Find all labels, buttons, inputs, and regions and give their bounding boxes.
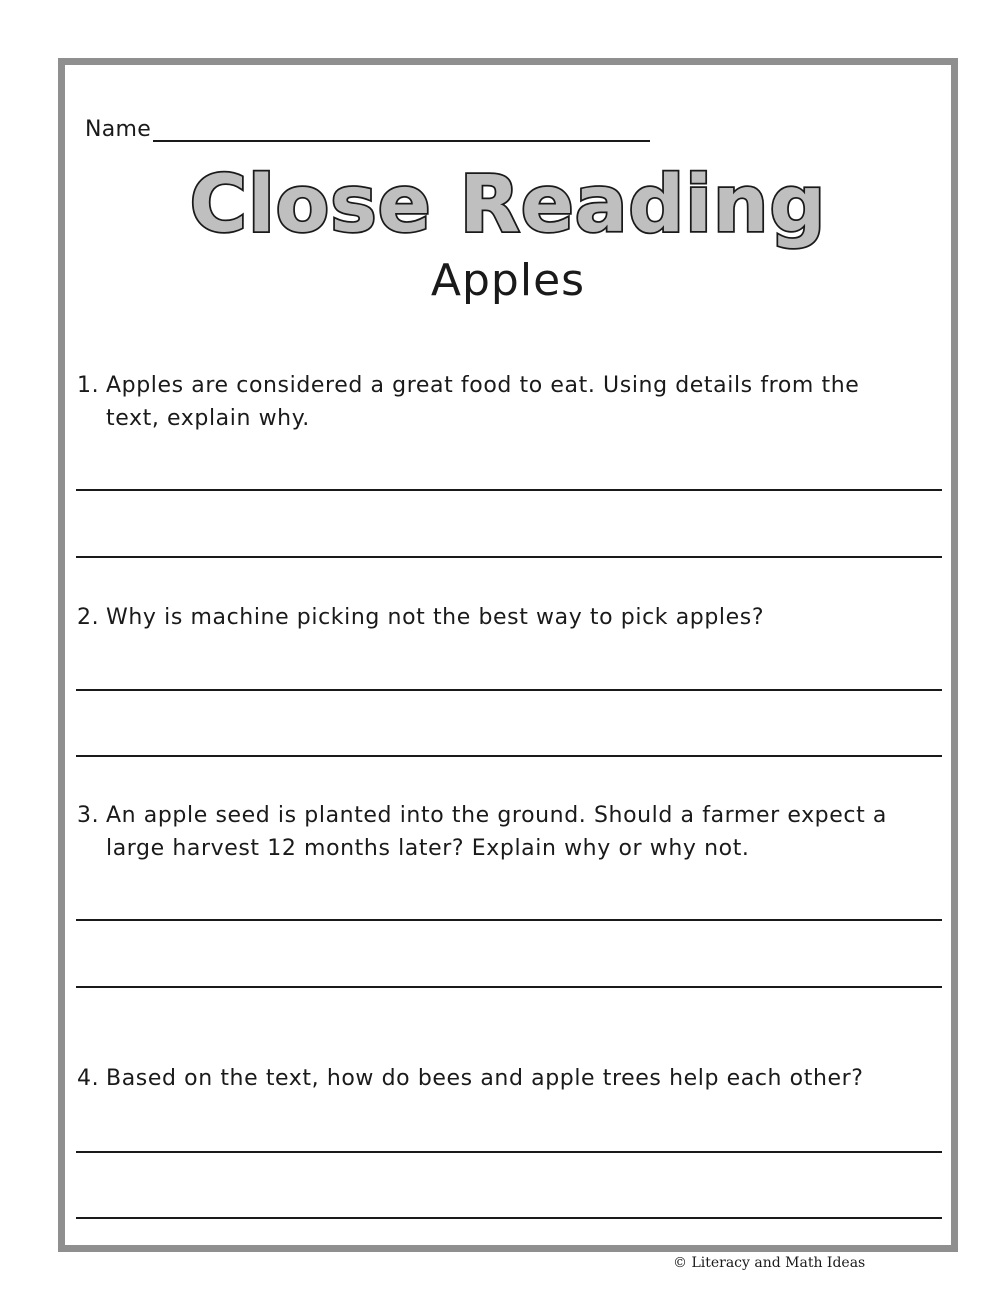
question-text: Why is machine picking not the best way to pick apples? [106,605,765,630]
question-4 [77,1062,917,1095]
question-1 [77,369,917,435]
title-text: Close Reading [189,160,827,250]
answer-line[interactable] [76,1151,942,1153]
question-text: Based on the text, how do bees and apple trees help each other? [106,1066,864,1091]
question-number: 1. [77,373,100,398]
name-row [85,117,650,142]
answer-line[interactable] [76,755,942,757]
question-3 [77,799,917,865]
worksheet-frame [58,58,958,1252]
question-text: Apples are considered a great food to eat. Using details from the text, explain why. [106,373,860,431]
page-title [65,151,951,251]
page-subtitle: Apples [430,255,586,306]
question-number: 4. [77,1066,100,1091]
question-2 [77,601,917,634]
question-text: An apple seed is planted into the ground. Should a farmer expect a large harvest 12 months later? Explain why or why not. [106,803,887,861]
name-label: Name [85,117,152,142]
title-graphic [189,151,827,251]
answer-line[interactable] [76,556,942,558]
answer-line[interactable] [76,986,942,988]
answer-line[interactable] [76,919,942,921]
answer-line[interactable] [76,1217,942,1219]
answer-line[interactable] [76,689,942,691]
copyright-notice: © Literacy and Math Ideas [673,1255,866,1271]
name-input-line[interactable] [153,118,650,142]
question-number: 3. [77,803,100,828]
answer-line[interactable] [76,489,942,491]
question-number: 2. [77,605,100,630]
